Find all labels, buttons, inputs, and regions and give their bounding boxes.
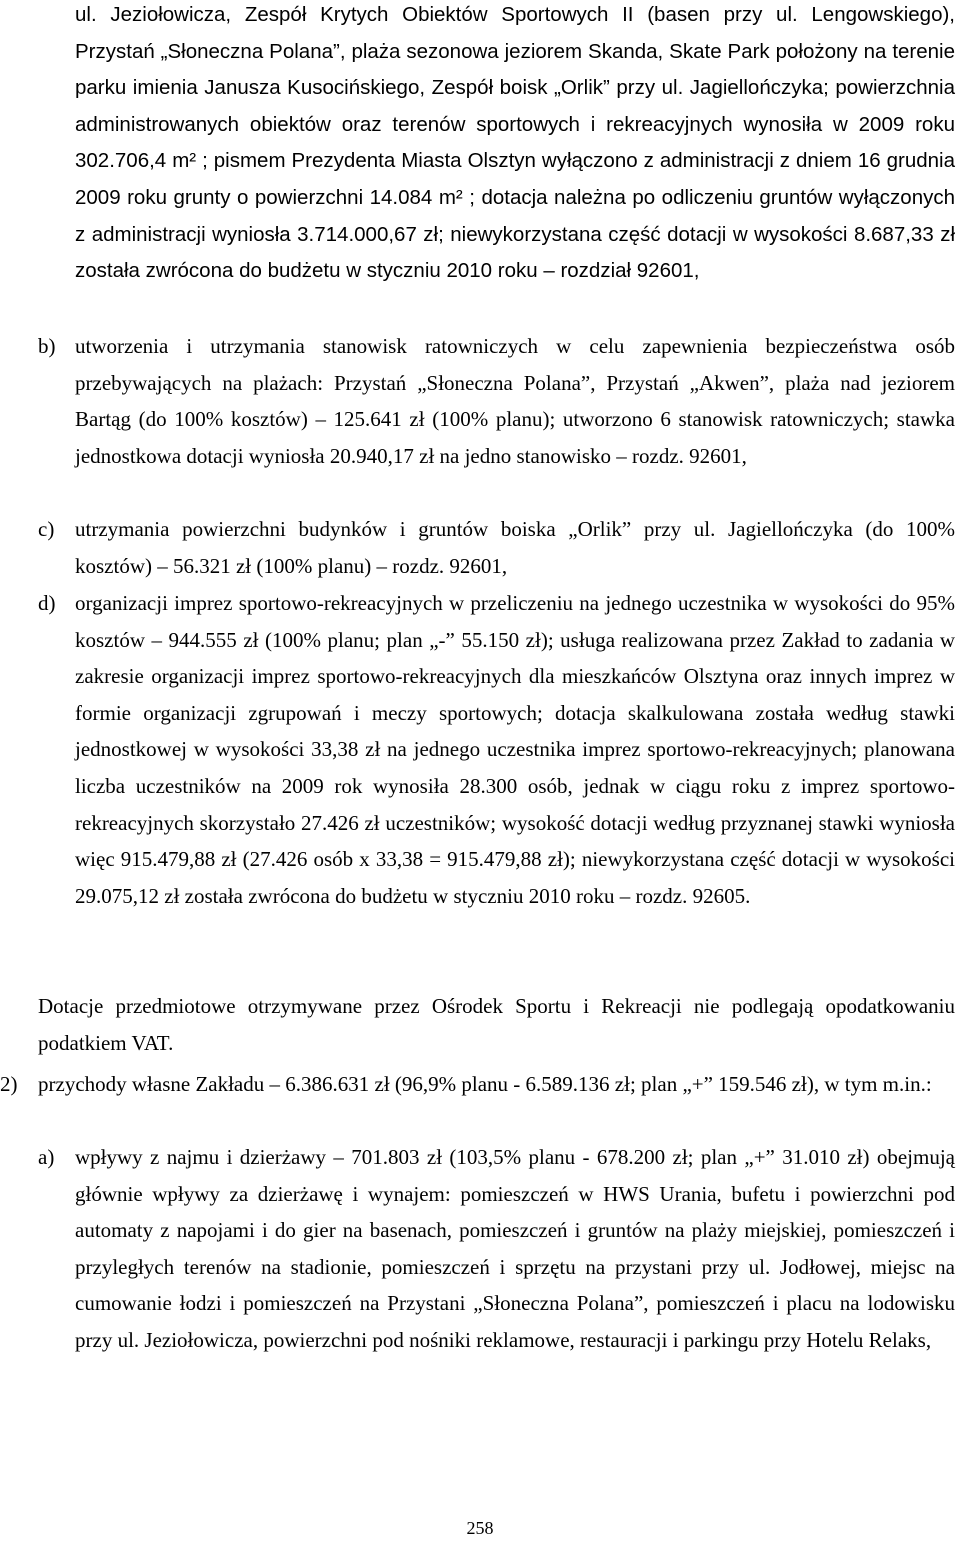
paragraph-top-continuation: ul. Jeziołowicza, Zespół Krytych Obiektów Sportowych II (basen przy ul. Lengowskiego), Przystań „Słoneczna Polana”, plaża sezonowa jeziorem Skanda, Skate Park położony na terenie parku imienia Janusza Kusocińskiego, Zespół boisk „Orlik” przy ul. Jagiellończyka; powierzchnia administrowanych obiektów oraz terenów sportowych i rekreacyjnych wynosiła w 2009 roku 302.706,4 m² ; pismem Prezydenta Miasta Olsztyn wyłączono z administracji z dniem 16 grudnia 2009 roku grunty o powierzchni 14.084 m² ; dotacja należna po odliczeniu gruntów wyłączonych z administracji wyniosła 3.714.000,67 zł; niewykorzystana część dotacji w wysokości 8.687,33 zł została zwrócona do budżetu w styczniu 2010 roku – rozdział 92601, <box>75 3 955 283</box>
list-item-b-text: utworzenia i utrzymania stanowisk ratowniczych w celu zapewnienia bezpieczeństwa osób przebywających na plażach: Przystań „Słoneczna Polana”, Przystań „Akwen”, plaża nad jeziorem Bartąg (do 100% kosztów) – 125.641 zł (100% planu); utworzono 6 stanowisk ratowniczych; stawka jednostkowa dotacji wyniosła 20.940,17 zł na jedno stanowisko – rozdz. 92601, <box>75 334 955 468</box>
list-item-c-text: utrzymania powierzchni budynków i gruntów boiska „Orlik” przy ul. Jagiellończyka (do 100% kosztów) – 56.321 zł (100% planu) – rozdz. 92601, <box>75 517 955 578</box>
list-item-a-text: wpływy z najmu i dzierżawy – 701.803 zł (103,5% planu - 678.200 zł; plan „+” 31.010 zł) obejmują głównie wpływy za dzierżawę i wynajem: pomieszczeń w HWS Urania, bufetu i powierzchni pod automaty z napojami i do gier na basenach, pomieszczeń i gruntów na plaży miejskiej, pomieszczeń i przyległych terenów na stadionie, pomieszczeń i sprzętu na przystani przy ul. Jodłowej, miejsc na cumowanie łodzi i pomieszczeń na Przystani „Słoneczna Polana”, pomieszczeń i placu na lodowisku przy ul. Jeziołowicza, powierzchni pod nośniki reklamowe, restauracji i parkingu przy Hotelu Relaks, <box>75 1145 955 1352</box>
list-marker-c: c) <box>38 517 55 541</box>
list-marker-b: b) <box>38 334 56 358</box>
paragraph-vat: Dotacje przedmiotowe otrzymywane przez Ośrodek Sportu i Rekreacji nie podlegają opodatkowaniu podatkiem VAT. <box>38 994 955 1055</box>
page-number: 258 <box>466 1518 494 1538</box>
list-item-2-text: przychody własne Zakładu – 6.386.631 zł (96,9% planu - 6.589.136 zł; plan „+” 159.546 zł), w tym m.in.: <box>38 1072 932 1096</box>
list-marker-a: a) <box>38 1145 55 1169</box>
list-marker-2: 2) <box>0 1072 18 1096</box>
list-marker-d: d) <box>38 591 56 615</box>
list-item-d-text: organizacji imprez sportowo-rekreacyjnych w przeliczeniu na jednego uczestnika w wysokości do 95% kosztów – 944.555 zł (100% planu; plan „-” 55.150 zł); usługa realizowana przez Zakład to zadania w zakresie organizacji imprez sportowo-rekreacyjnych dla mieszkańców Olsztyna oraz innych imprez w formie organizacji zgrupowań i meczy sportowych; dotacja skalkulowana została według stawki jednostkowej w wysokości 33,38 zł na jednego uczestnika imprez sportowo-rekreacyjnych; planowana liczba uczestników na 2009 rok wynosiła 28.300 osób, jednak w ciągu roku z imprez sportowo-rekreacyjnych skorzystało 27.426 zł uczestników; wysokość dotacji według przyznanej stawki wyniosła więc 915.479,88 zł (27.426 osób x 33,38 = 915.479,88 zł); niewykorzystana część dotacji w wysokości 29.075,12 zł została zwrócona do budżetu w styczniu 2010 roku – rozdz. 92605. <box>75 591 955 908</box>
